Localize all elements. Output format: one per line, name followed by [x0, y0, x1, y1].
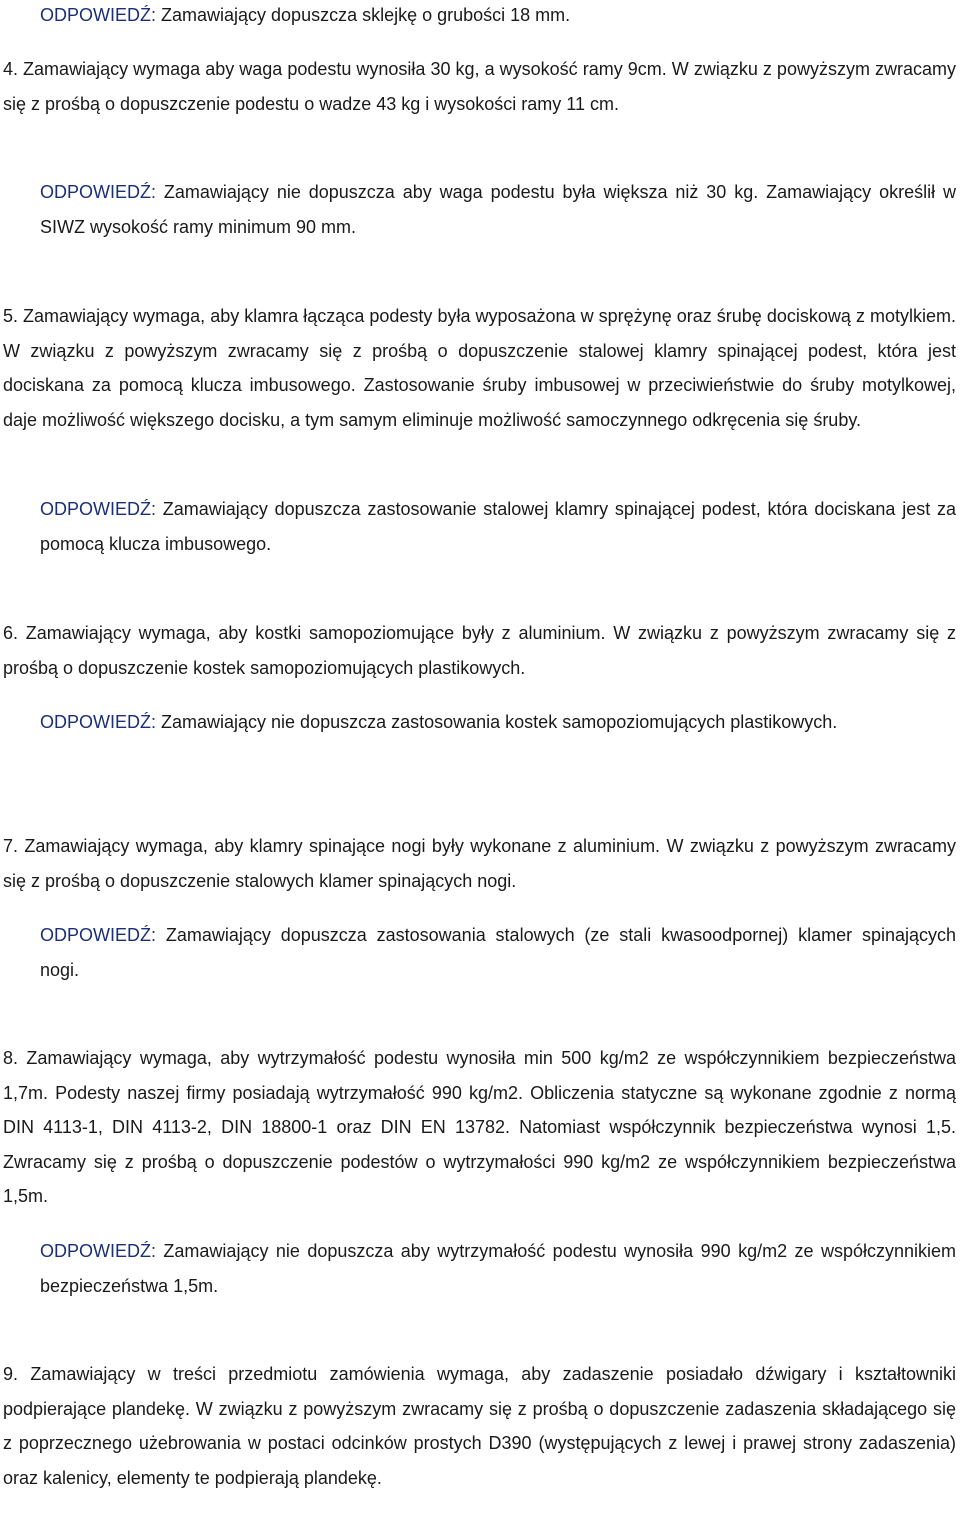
question-text: 7. Zamawiający wymaga, aby klamry spinające nogi były wykonane z aluminium. W związku z powyższym zwracamy się z prośbą o dopuszczenie stalowych klamer spinających nogi.: [3, 836, 956, 891]
answer-text: Zamawiający dopuszcza zastosowanie stalowej klamry spinającej podest, która dociskana jest za pomocą klucza imbusowego.: [40, 499, 956, 554]
answer-text: Zamawiający nie dopuszcza zastosowania kostek samopoziomujących plastikowych.: [156, 712, 838, 732]
answer-label: ODPOWIEDŹ:: [40, 5, 156, 25]
answer-text: Zamawiający nie dopuszcza aby waga podestu była większa niż 30 kg. Zamawiający określił w SIWZ wysokość ramy minimum 90 mm.: [40, 182, 956, 237]
answer-text: Zamawiający dopuszcza sklejkę o grubości 18 mm.: [156, 5, 571, 25]
question-block-5: [3, 299, 956, 437]
question-block-8: [3, 1041, 956, 1214]
answer-block-8: [40, 1234, 956, 1303]
answer-label: ODPOWIEDŹ:: [40, 712, 156, 732]
answer-label: ODPOWIEDŹ:: [40, 925, 156, 945]
answer-block-5: [40, 492, 956, 561]
question-block-9: [3, 1357, 956, 1495]
answer-text: Zamawiający nie dopuszcza aby wytrzymałość podestu wynosiła 990 kg/m2 ze współczynnikiem bezpieczeństwa 1,5m.: [40, 1241, 956, 1296]
question-text: 6. Zamawiający wymaga, aby kostki samopoziomujące były z aluminium. W związku z powyższym zwracamy się z prośbą o dopuszczenie kostek samopoziomujących plastikowych.: [3, 623, 956, 678]
question-text: 8. Zamawiający wymaga, aby wytrzymałość podestu wynosiła min 500 kg/m2 ze współczynnikiem bezpieczeństwa 1,7m. Podesty naszej firmy posiadają wytrzymałość 990 kg/m2. Obliczenia statyczne są wykonane zgodnie z normą DIN 4113-1, DIN 4113-2, DIN 18800-1 oraz DIN EN 13782. Natomiast współczynnik bezpieczeństwa wynosi 1,5. Zwracamy się z prośbą o dopuszczenie podestów o wytrzymałości 990 kg/m2 ze współczynnikiem bezpieczeństwa 1,5m.: [3, 1048, 956, 1206]
question-block-7: [3, 829, 956, 898]
question-text: 9. Zamawiający w treści przedmiotu zamówienia wymaga, aby zadaszenie posiadało dźwigary i kształtowniki podpierające plandekę. W związku z powyższym zwracamy się z prośbą o dopuszczenie zadaszenia składającego się z poprzecznego użebrowania w postaci odcinków prostych D390 (występujących z lewej i prawej strony zadaszenia) oraz kalenicy, elementy te podpierają plandekę.: [3, 1364, 956, 1488]
answer-block-7: [40, 918, 956, 987]
answer-block-6: [40, 705, 956, 740]
answer-label: ODPOWIEDŹ:: [40, 1241, 156, 1261]
question-text: 5. Zamawiający wymaga, aby klamra łącząca podesty była wyposażona w sprężynę oraz śrubę dociskową z motylkiem. W związku z powyższym zwracamy się z prośbą o dopuszczenie stalowej klamry spinającej podest, która jest dociskana za pomocą klucza imbusowego. Zastosowanie śruby imbusowej w przeciwieństwie do śruby motylkowej, daje możliwość większego docisku, a tym samym eliminuje możliwość samoczynnego odkręcenia się śruby.: [3, 306, 956, 430]
answer-text: Zamawiający dopuszcza zastosowania stalowych (ze stali kwasoodpornej) klamer spinających nogi.: [40, 925, 956, 980]
question-block-4: [3, 52, 956, 121]
question-text: 4. Zamawiający wymaga aby waga podestu wynosiła 30 kg, a wysokość ramy 9cm. W związku z powyższym zwracamy się z prośbą o dopuszczenie podestu o wadze 43 kg i wysokości ramy 11 cm.: [3, 59, 956, 114]
answer-block-3: [40, 0, 956, 33]
answer-label: ODPOWIEDŹ:: [40, 182, 156, 202]
question-block-6: [3, 616, 956, 685]
answer-label: ODPOWIEDŹ:: [40, 499, 156, 519]
answer-block-4: [40, 175, 956, 244]
